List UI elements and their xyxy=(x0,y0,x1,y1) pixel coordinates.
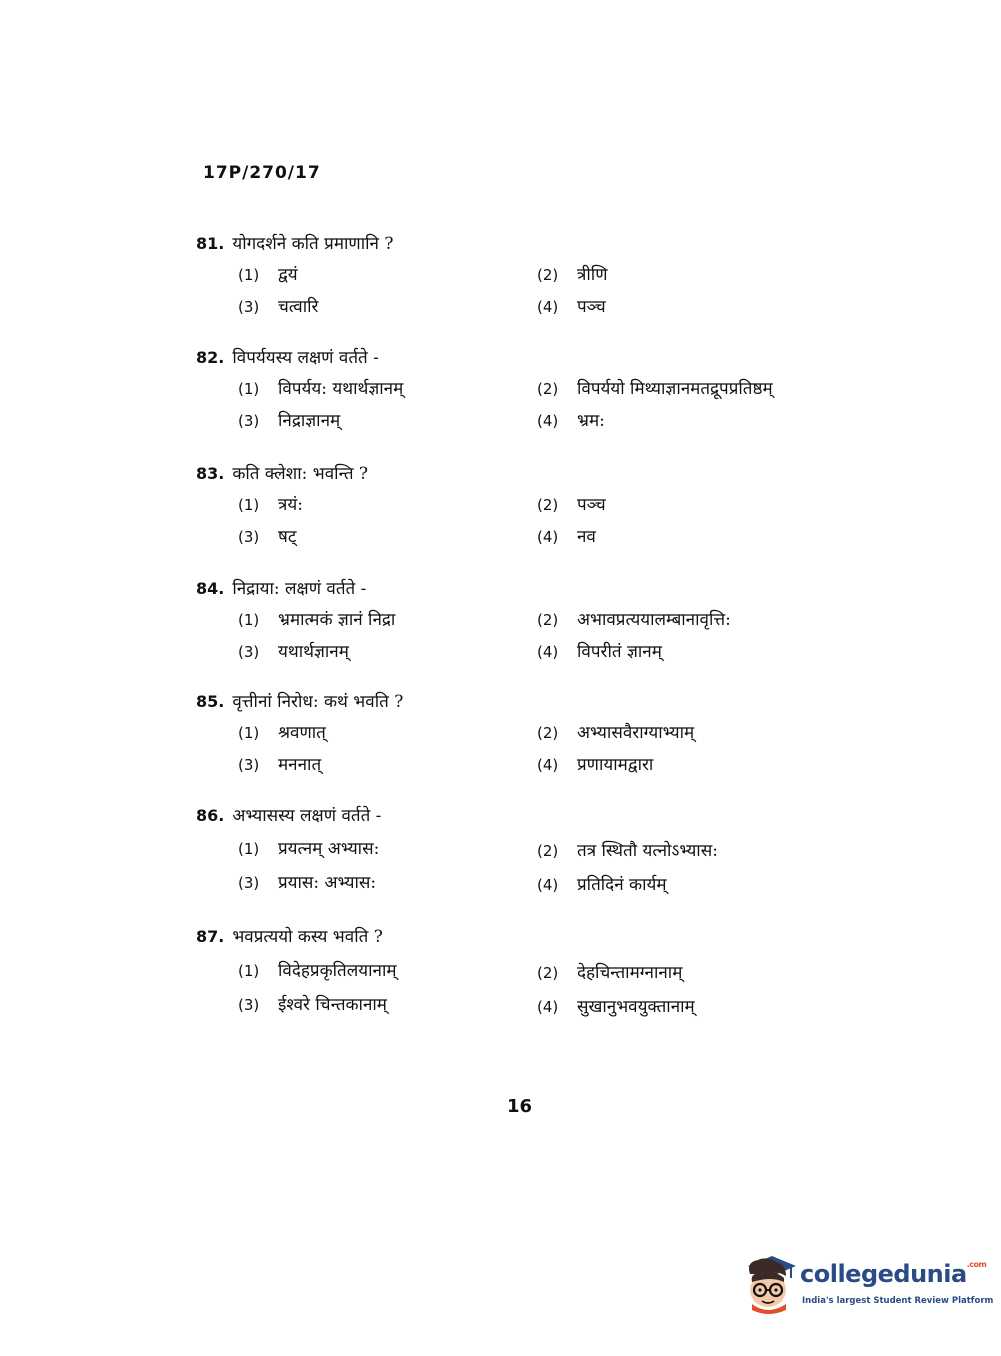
question-number: 85. xyxy=(196,692,225,711)
option-3: (3) प्रयास: अभ्यास: xyxy=(238,873,377,893)
page-number: 16 xyxy=(507,1096,533,1117)
option-1: (1) भ्रमात्मकं ज्ञानं निद्रा xyxy=(238,610,396,630)
option-4: (4) सुखानुभवयुक्तानाम् xyxy=(537,997,695,1017)
question-number: 81. xyxy=(196,234,225,253)
option-2: (2) विपर्ययो मिथ्याज्ञानमतद्रूपप्रतिष्ठम् xyxy=(537,379,773,399)
option-4: (4) प्रणायामद्वारा xyxy=(537,755,654,775)
option-2: (2) पञ्च xyxy=(537,495,606,515)
option-1: (1) विपर्यय: यथार्थज्ञानम् xyxy=(238,379,404,399)
option-4: (4) नव xyxy=(537,527,596,547)
question-text: निद्राया: लक्षणं वर्तते - xyxy=(232,579,367,599)
question-text: अभ्यासस्य लक्षणं वर्तते - xyxy=(232,806,382,826)
option-3: (3) ईश्वरे चिन्तकानाम् xyxy=(238,995,387,1015)
option-3: (3) मननात् xyxy=(238,755,322,775)
option-1: (1) द्वयं xyxy=(238,265,298,285)
option-3: (3) चत्वारि xyxy=(238,297,319,317)
mascot-icon xyxy=(742,1252,800,1314)
question-number: 84. xyxy=(196,579,225,598)
option-2: (2) त्रीणि xyxy=(537,265,608,285)
option-1: (1) विदेहप्रकृतिलयानाम् xyxy=(238,961,397,981)
question-text: कति क्लेशा: भवन्ति ? xyxy=(232,464,369,484)
collegedunia-logo xyxy=(742,1250,994,1314)
option-4: (4) प्रतिदिनं कार्यम् xyxy=(537,875,667,895)
option-4: (4) विपरीतं ज्ञानम् xyxy=(537,642,662,662)
option-4: (4) भ्रम: xyxy=(537,411,605,431)
option-2: (2) अभ्यासवैराग्याभ्याम् xyxy=(537,723,695,743)
option-2: (2) तत्र स्थितौ यत्नोऽभ्यास: xyxy=(537,841,718,861)
option-3: (3) यथार्थज्ञानम् xyxy=(238,642,349,662)
option-2: (2) अभावप्रत्ययालम्बानावृत्ति: xyxy=(537,610,731,630)
option-3: (3) निद्राज्ञानम् xyxy=(238,411,341,431)
paper-code: 17P/270/17 xyxy=(203,163,321,183)
question-number: 82. xyxy=(196,348,225,367)
option-2: (2) देहचिन्तामग्नानाम् xyxy=(537,963,683,983)
option-1: (1) प्रयत्नम् अभ्यास: xyxy=(238,839,380,859)
option-1: (1) श्रवणात् xyxy=(238,723,326,743)
option-3: (3) षट् xyxy=(238,527,297,547)
option-1: (1) त्रयं: xyxy=(238,495,303,515)
question-number: 87. xyxy=(196,927,225,946)
question-text: वृत्तीनां निरोध: कथं भवति ? xyxy=(232,692,404,712)
question-text: योगदर्शने कति प्रमाणानि ? xyxy=(232,234,394,254)
question-number: 83. xyxy=(196,464,225,483)
question-number: 86. xyxy=(196,806,225,825)
option-4: (4) पञ्च xyxy=(537,297,606,317)
logo-tagline: India's largest Student Review Platform xyxy=(802,1296,994,1306)
question-text: विपर्ययस्य लक्षणं वर्तते - xyxy=(232,348,379,368)
question-text: भवप्रत्ययो कस्य भवति ? xyxy=(232,927,383,947)
logo-wordmark: collegedunia$^{.com}$ xyxy=(800,1260,987,1288)
